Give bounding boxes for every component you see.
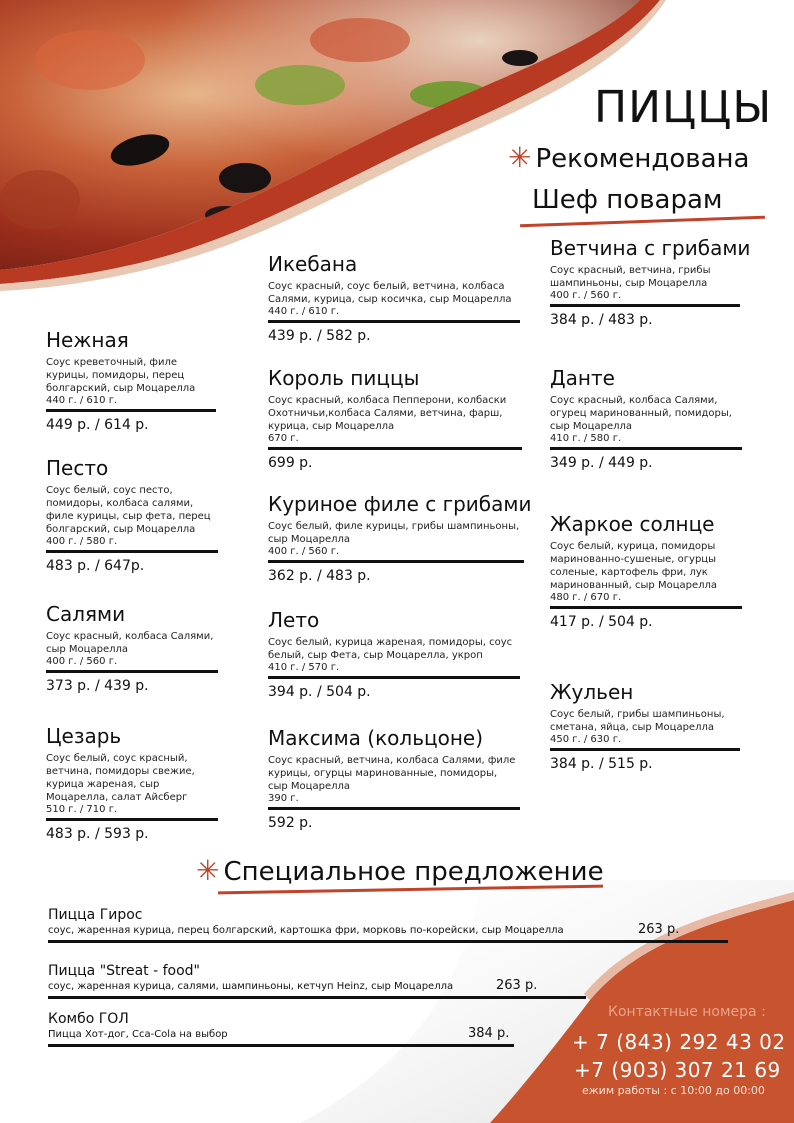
menu-item — [46, 602, 218, 694]
divider — [48, 996, 586, 999]
offer-name: Пицца Гирос — [48, 907, 143, 923]
item-weight: 400 г. / 560 г. — [550, 290, 622, 301]
menu-item — [550, 366, 742, 471]
item-desc: Соус креветочный, филе курицы, помидоры, перец болгарский, сыр Моцарелла — [46, 357, 196, 394]
item-name: Максима (кольцоне) — [268, 726, 484, 750]
item-name: Король пиццы — [268, 366, 420, 390]
item-price: 394 р. / 504 р. — [268, 684, 371, 700]
offer-item — [48, 906, 728, 943]
subtitle-line-2: Шеф поварам — [532, 185, 723, 215]
item-desc: Соус белый, соус песто, помидоры, колбаса салями, филе курицы, сыр фета, перец болгарский, сыр Моцарелла — [46, 485, 211, 535]
divider — [550, 304, 740, 307]
item-desc: Соус красный, соус белый, ветчина, колбаса Салями, курица, сыр косичка, сыр Моцарелла — [268, 281, 512, 305]
divider — [48, 1044, 514, 1047]
item-weight: 400 г. / 560 г. — [46, 656, 118, 667]
item-weight: 480 г. / 670 г. — [550, 592, 622, 603]
menu-item — [550, 512, 742, 630]
divider — [550, 447, 742, 450]
menu-item — [268, 726, 520, 831]
menu-item — [268, 492, 532, 584]
item-price: 417 р. / 504 р. — [550, 614, 653, 630]
contact-label: Контактные номера : — [608, 1004, 766, 1020]
offer-price: 263 р. — [638, 922, 680, 937]
item-desc: Соус белый, курица, помидоры маринованно-сушеные, огурцы соленые, картофель фри, лук маринованный, сыр Моцарелла — [550, 541, 718, 591]
menu-item — [268, 608, 520, 700]
menu-item — [268, 366, 522, 471]
item-desc: Соус красный, ветчина, колбаса Салями, филе курицы, огурцы маринованные, помидоры, сыр Моцарелла — [268, 755, 516, 792]
item-name: Икебана — [268, 252, 358, 276]
item-desc: Соус белый, соус красный, ветчина, помидоры свежие, курица жареная, сыр Моцарелла, салат Айсберг — [46, 753, 195, 803]
item-price: 483 р. / 593 р. — [46, 826, 149, 842]
offer-name: Комбо ГОЛ — [48, 1011, 129, 1027]
star-icon: ✳ — [508, 141, 532, 174]
working-hours: ежим работы : с 10:00 до 00:00 — [582, 1084, 765, 1097]
item-desc: Соус белый, филе курицы, грибы шампиньоны, сыр Моцарелла — [268, 521, 520, 545]
item-price: 384 р. / 515 р. — [550, 756, 653, 772]
item-desc: Соус красный, колбаса Салями, сыр Моцарелла — [46, 631, 214, 655]
subtitle-line-1 — [508, 138, 749, 179]
item-desc: Соус красный, колбаса Пепперони, колбаски Охотничьи,колбаса Салями, ветчина, фарш, курица, сыр Моцарелла — [268, 395, 507, 432]
page-title: ПИЦЦЫ — [594, 82, 773, 133]
item-name: Данте — [550, 366, 615, 390]
item-price: 373 р. / 439 р. — [46, 678, 149, 694]
menu-item — [46, 328, 216, 433]
item-weight: 440 г. / 610 г. — [46, 395, 118, 406]
item-name: Салями — [46, 602, 126, 626]
phone-number-1[interactable]: + 7 (843) 292 43 02 — [572, 1030, 786, 1054]
item-price: 362 р. / 483 р. — [268, 568, 371, 584]
item-desc: Соус красный, колбаса Салями, огурец маринованный, помидоры, сыр Моцарелла — [550, 395, 732, 432]
item-price: 592 р. — [268, 815, 313, 831]
item-price: 449 р. / 614 р. — [46, 417, 149, 433]
item-weight: 400 г. / 560 г. — [268, 546, 340, 557]
divider — [48, 940, 728, 943]
special-title-text: Специальное предложение — [223, 857, 604, 887]
item-name: Жульен — [550, 680, 634, 704]
divider — [268, 320, 520, 323]
offer-line — [48, 980, 586, 994]
menu-item — [550, 236, 751, 328]
item-price: 384 р. / 483 р. — [550, 312, 653, 328]
item-name: Нежная — [46, 328, 129, 352]
divider — [46, 550, 218, 553]
offer-item — [48, 962, 586, 999]
divider — [46, 409, 216, 412]
item-name: Жаркое солнце — [550, 512, 715, 536]
divider — [268, 676, 520, 679]
item-price: 349 р. / 449 р. — [550, 455, 653, 471]
item-name: Ветчина с грибами — [550, 236, 751, 260]
item-weight: 510 г. / 710 г. — [46, 804, 118, 815]
offer-price: 263 р. — [496, 978, 538, 993]
divider — [46, 818, 218, 821]
phone-number-2[interactable]: +7 (903) 307 21 69 — [574, 1058, 781, 1082]
menu-item — [268, 252, 520, 344]
item-weight: 440 г. / 610 г. — [268, 306, 340, 317]
item-price: 699 р. — [268, 455, 313, 471]
item-desc: Соус белый, грибы шампиньоны, сметана, яйца, сыр Моцарелла — [550, 709, 725, 733]
menu-item — [46, 456, 218, 574]
item-weight: 670 г. — [268, 433, 299, 444]
item-weight: 410 г. / 570 г. — [268, 662, 340, 673]
divider — [268, 447, 522, 450]
item-weight: 450 г. / 630 г. — [550, 734, 622, 745]
item-desc: Соус белый, курица жареная, помидоры, соус белый, сыр Фета, сыр Моцарелла, укроп — [268, 637, 513, 661]
item-desc: Соус красный, ветчина, грибы шампиньоны, сыр Моцарелла — [550, 265, 711, 289]
offer-name: Пицца "Streat - food" — [48, 963, 200, 979]
item-weight: 400 г. / 580 г. — [46, 536, 118, 547]
subtitle-text-1: Рекомендована — [535, 144, 750, 174]
divider — [46, 670, 218, 673]
divider — [268, 807, 520, 810]
item-name: Лето — [268, 608, 320, 632]
item-name: Куриное филе с грибами — [268, 492, 532, 516]
menu-item — [46, 724, 218, 842]
item-price: 439 р. / 582 р. — [268, 328, 371, 344]
divider — [268, 560, 524, 563]
item-name: Песто — [46, 456, 109, 480]
offer-price: 384 р. — [468, 1026, 510, 1041]
offer-desc: Пицца Хот-дог, Cca-Cola на выбор — [48, 1029, 228, 1040]
divider — [550, 606, 742, 609]
offer-line — [48, 924, 728, 938]
item-name: Цезарь — [46, 724, 122, 748]
item-price: 483 р. / 647р. — [46, 558, 145, 574]
special-offer-title — [196, 854, 604, 887]
offer-line — [48, 1028, 514, 1042]
item-weight: 390 г. — [268, 793, 299, 804]
offer-desc: соус, жаренная курица, перец болгарский, картошка фри, морковь по-корейски, сыр Моцарелла — [48, 925, 564, 936]
menu-item — [550, 680, 740, 772]
offer-item — [48, 1010, 514, 1047]
offer-desc: соус, жаренная курица, салями, шампиньоны, кетчуп Heinz, сыр Моцарелла — [48, 981, 454, 992]
divider — [550, 748, 740, 751]
item-weight: 410 г. / 580 г. — [550, 433, 622, 444]
star-icon: ✳ — [196, 854, 220, 887]
